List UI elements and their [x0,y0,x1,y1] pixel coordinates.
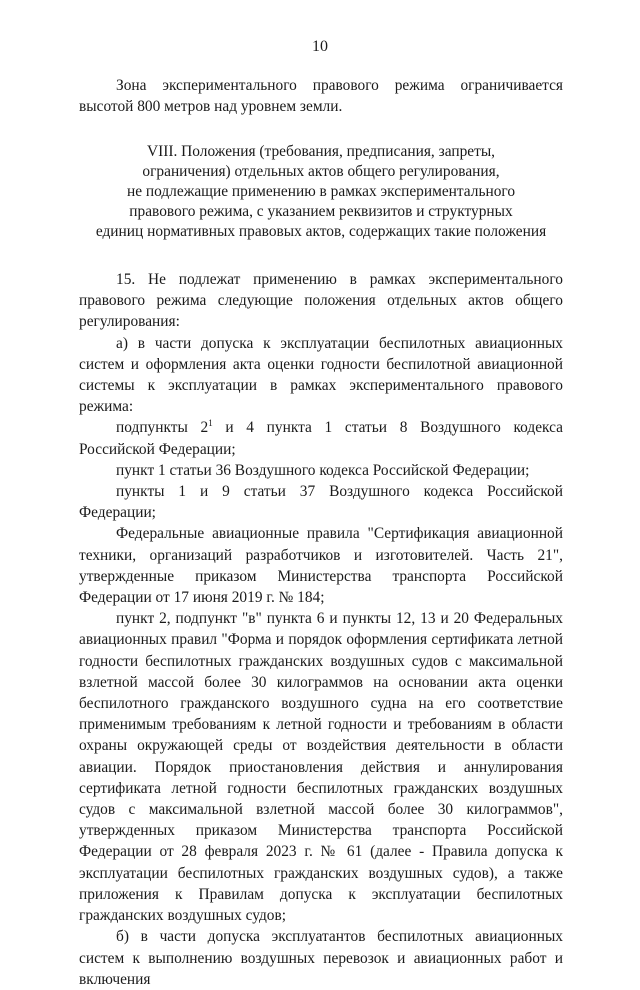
section-heading-line: не подлежащие применению в рамках экспериментального [126,183,516,200]
paragraph-15: 15. Не подлежат применению в рамках экспериментального правового режима следующие положения отдельных актов общего регулирования: [79,271,563,331]
sub1-text-end: и 4 пункта 1 статьи 8 Воздушного кодекса Российской Федерации; [79,419,563,458]
paragraph-b: б) в части допуска эксплуатантов беспилотных авиационных систем к выполнению воздушных перевозок и авиационных работ и включения [79,928,563,988]
body-text [79,269,563,990]
list-item-fap-21: Федеральные авиационные правила "Сертификация авиационной техники, организаций разработчиков и изготовителей. Часть 21", утвержденные приказом Министерства транспорта Российской Федерации от 17 июня 2019 г. № 184; [79,525,563,607]
superscript-1: 1 [208,418,213,429]
section-heading-line: VIII. Положения (требования, предписания, запреты, [146,143,496,160]
paragraph-a: а) в части допуска к эксплуатации беспилотных авиационных систем и оформления акта оценки годности беспилотной авиационной системы к эксплуатации в рамках экспериментального правового режима: [79,334,563,416]
section-heading [79,142,563,242]
section-heading-line: единиц нормативных правовых актов, содержащих такие положения [95,223,547,240]
list-item-fap-61: пункт 2, подпункт "в" пункта 6 и пункты 12, 13 и 20 Федеральных авиационных правил "Форма и порядок оформления сертификата летной годности беспилотных гражданских воздушных судов с максимальной взлетной массой более 30 килограммов на основании акта оценки беспилотного гражданского воздушного судна на его соответствие применимым требованиям к летной годности и требованиям в области охраны окружающей среды от воздействия деятельности в области авиации. Порядок приостановления действия и аннулирования сертификата летной годности беспилотных гражданских воздушных судов с максимальной взлетной массой более 30 килограммов", утвержденных приказом Министерства транспорта Российской Федерации от 28 февраля 2023 г. № 61 (далее - Правила допуска к эксплуатации беспилотных гражданских воздушных судов), а также приложения к Правилам допуска к эксплуатации беспилотных гражданских воздушных судов; [79,610,563,925]
document-content [79,75,563,990]
section-heading-line: ограничения) отдельных актов общего регулирования, [142,163,500,180]
list-item-article-36: пункт 1 статьи 36 Воздушного кодекса Российской Федерации; [116,461,530,479]
list-item-article-37: пункты 1 и 9 статьи 37 Воздушного кодекса Российской Федерации; [79,483,563,522]
section-heading-line: правового режима, с указанием реквизитов и структурных [129,203,513,220]
sub1-text-start: подпункты 2 [116,419,209,437]
page-number: 10 [312,38,328,55]
intro-paragraph: Зона экспериментального правового режима ограничивается высотой 800 метров над уровнем земли. [79,77,563,115]
list-item-subparagraphs-2-4 [79,417,563,459]
